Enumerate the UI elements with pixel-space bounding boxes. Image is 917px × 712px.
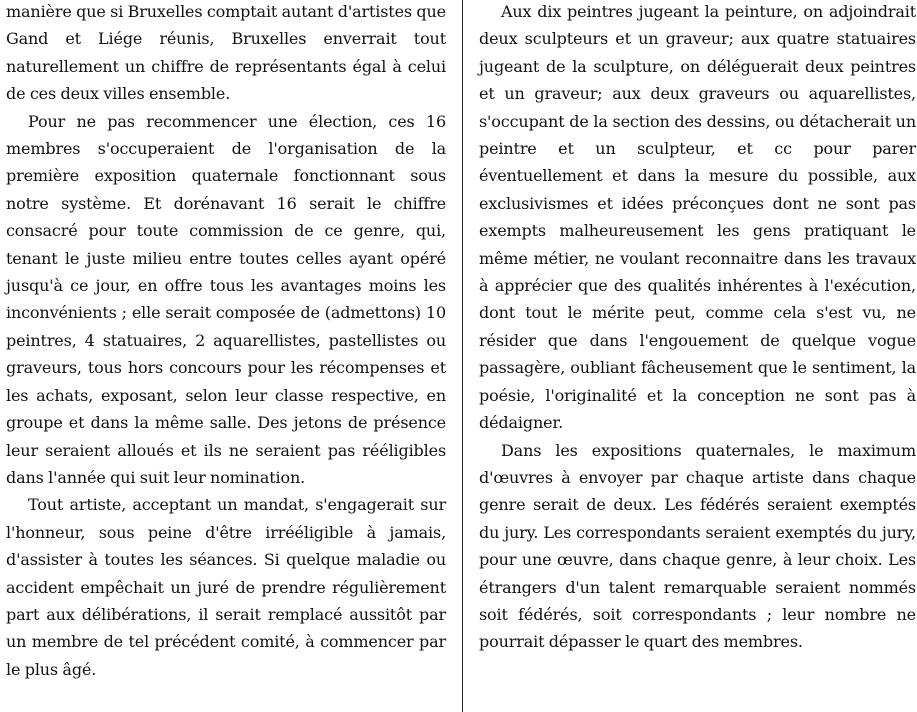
column-divider (462, 0, 463, 712)
right-column (479, 0, 916, 712)
left-column (6, 0, 446, 712)
right-paragraph-jury-composition: Aux dix peintres jugeant la peinture, on adjoindrait deux sculpteurs et un graveur; aux quatre statuaires jugeant de la sculpture, on déléguerait deux peintres et un graveur; aux deux graveurs ou aquarellistes, s'occupant de la section des dessins, ou détacherait un peintre et un sculpteur, et cc pour parer éventuellement et dans la mesure du possible, aux exclusivismes et idées préconçues dont ne sont pas exempts malheureusement les gens pratiquant le même métier, ne voulant reconnaitre dans les travaux à apprécier que des qualités inhérentes à l'exécution, dont tout le mérite peut, comme cela s'est vu, ne résider que dans l'engouement de quelque vogue passagère, oubliant fâcheusement que le sentiment, la poésie, l'originalité et la conception ne sont pas à dédaigner. (479, 2, 916, 433)
left-paragraph-continuation: manière que si Bruxelles comptait autant d'artistes que Gand et Liége réunis, Bruxelles enverrait tout naturellement un chiffre de représentants égal à celui de ces deux villes ensemble. (6, 2, 446, 104)
left-paragraph-commission: Pour ne pas recommencer une élection, ces 16 membres s'occuperaient de l'organisation de la première exposition quaternale fonctionnant sous notre système. Et dorénavant 16 serait le chiffre consacré pour toute commission de ce genre, qui, tenant le juste milieu entre toutes celles ayant opéré jusqu'à ce jour, en offre tous les avantages moins les inconvénients ; elle serait composée de (admettons) 10 peintres, 4 statuaires, 2 aquarellistes, pastellistes ou graveurs, tous hors concours pour les récompenses et les achats, exposant, selon leur classe respective, en groupe et dans la même salle. Des jetons de présence leur seraient alloués et ils ne seraient pas rééligibles dans l'année qui suit leur nomination. (6, 111, 446, 487)
left-paragraph-mandate: Tout artiste, acceptant un mandat, s'engagerait sur l'honneur, sous peine d'être irrééligible à jamais, d'assister à toutes les séances. Si quelque maladie ou accident empêchait un juré de prendre régulièrement part aux délibérations, il serait remplacé aussitôt par un membre de tel précédent comité, à commencer par le plus âgé. (6, 495, 446, 679)
right-paragraph-quaternal-exhibitions: Dans les expositions quaternales, le maximum d'œuvres à envoyer par chaque artiste dans chaque genre serait de deux. Les fédérés seraient exemptés du jury. Les correspondants seraient exemptés du jury, pour une œuvre, dans chaque genre, à leur choix. Les étrangers d'un talent remarquable seraient nommés soit fédérés, soit correspondants ; leur nombre ne pourrait dépasser le quart des membres. (479, 440, 916, 652)
